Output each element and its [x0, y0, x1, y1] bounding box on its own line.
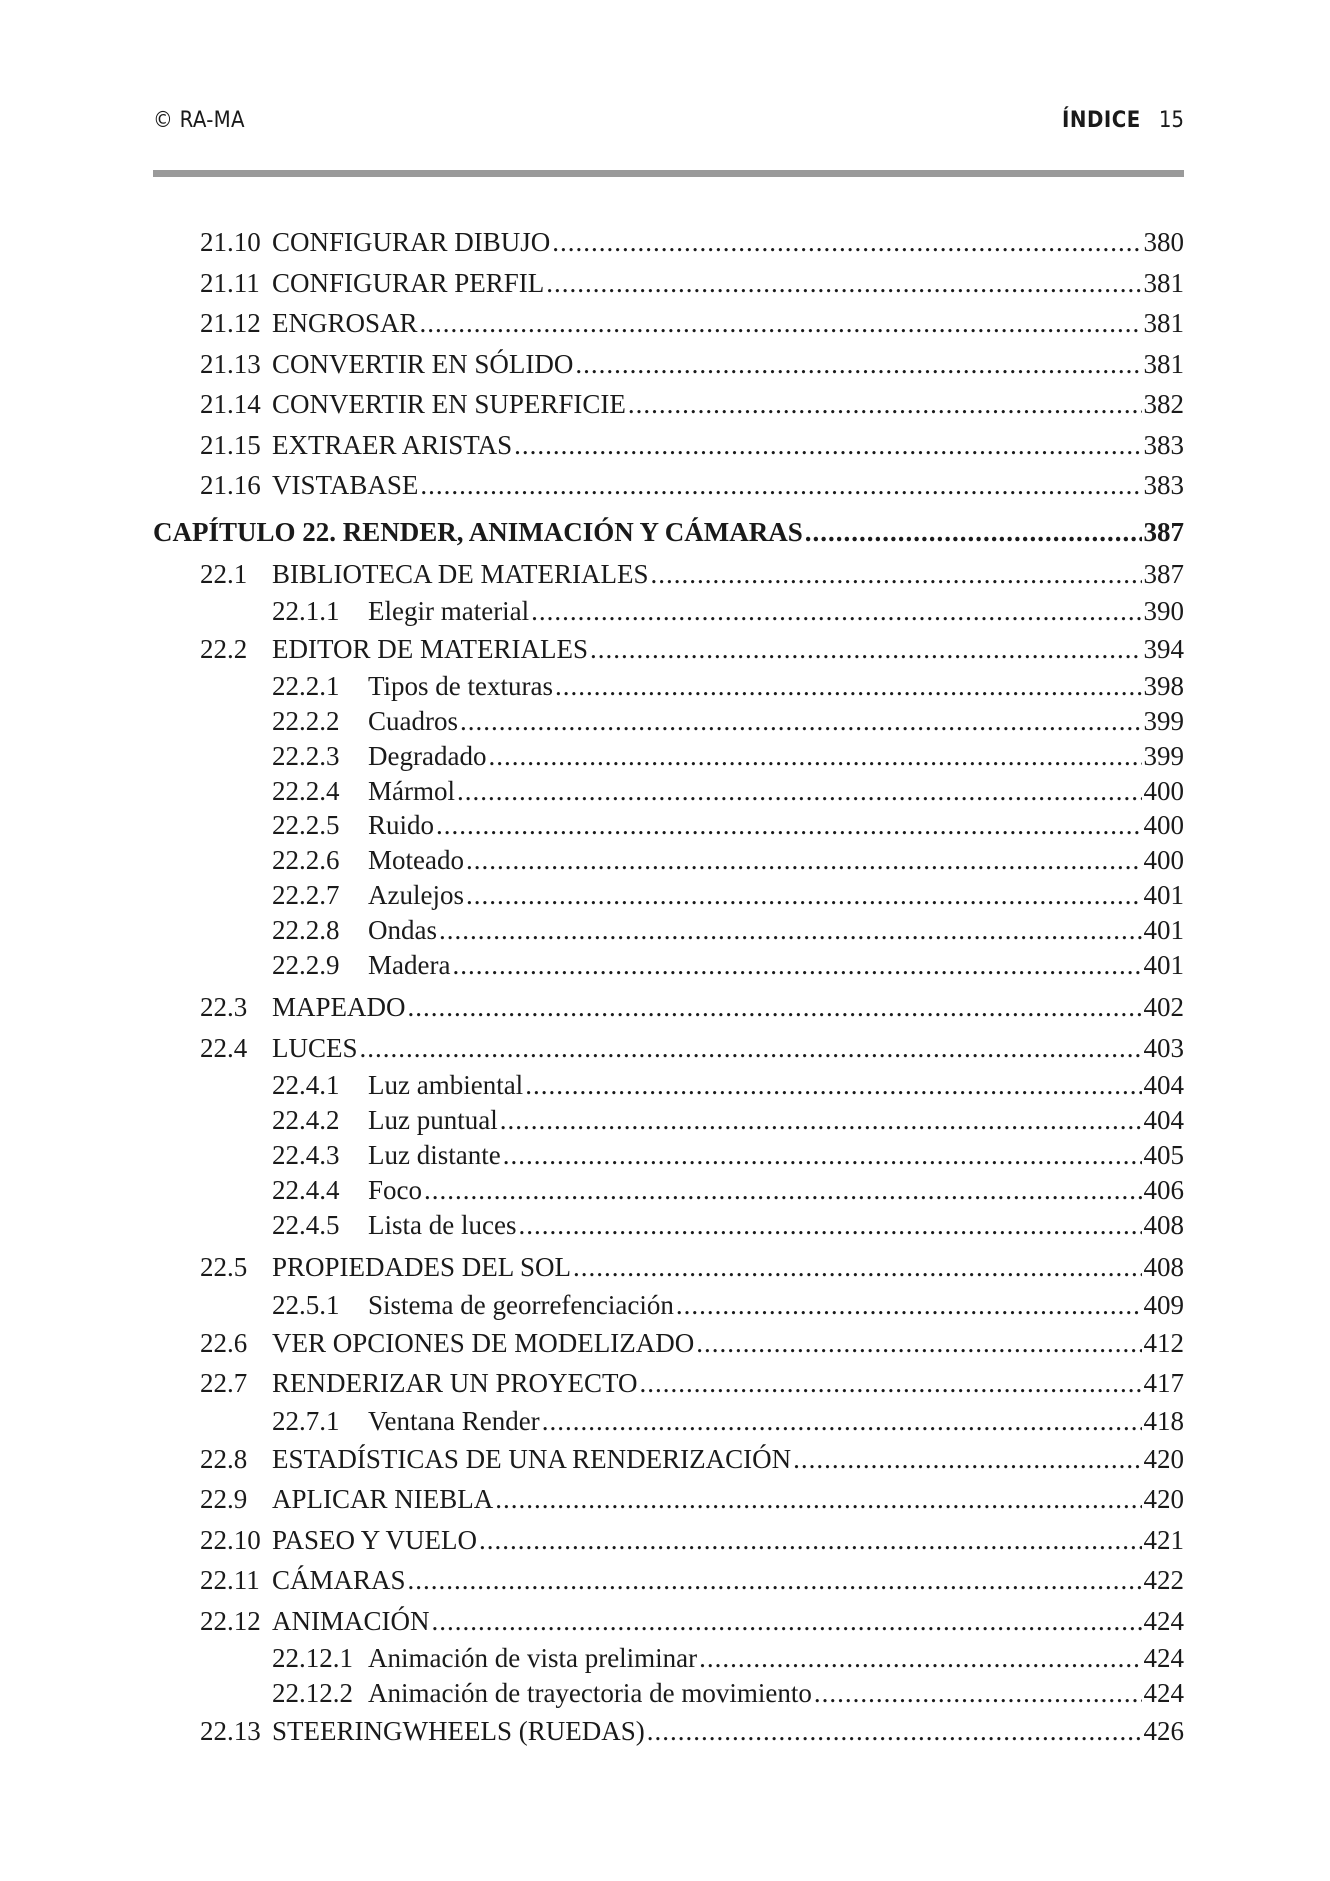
toc-subentry[interactable]: 22.12.1 Animación de vista preliminar ..... 424 — [153, 1641, 1184, 1676]
toc-entry[interactable]: 22.11 CÁMARAS ..... 422 — [153, 1560, 1184, 1601]
toc-subentry[interactable]: 22.4.5 Lista de luces ..... 408 — [153, 1208, 1184, 1243]
toc-entry[interactable]: 22.9 APLICAR NIEBLA ..... 420 — [153, 1479, 1184, 1520]
toc-entry[interactable]: 22.7 RENDERIZAR UN PROYECTO ..... 417 — [153, 1363, 1184, 1404]
toc-subentry[interactable]: 22.2.7 Azulejos ..... 401 — [153, 878, 1184, 913]
toc-subentry[interactable]: 22.4.4 Foco ..... 406 — [153, 1173, 1184, 1208]
toc-subentry[interactable]: 22.4.1 Luz ambiental ..... 404 — [153, 1068, 1184, 1103]
toc-subentry[interactable]: 22.7.1 Ventana Render ..... 418 — [153, 1404, 1184, 1439]
page-number: 15 — [1158, 108, 1184, 133]
toc-subentry[interactable]: 22.2.9 Madera ..... 401 — [153, 948, 1184, 983]
toc-chapter[interactable]: CAPÍTULO 22. RENDER, ANIMACIÓN Y CÁMARAS ..... 387 — [153, 510, 1184, 554]
toc-entry[interactable]: 22.3 MAPEADO ..... 402 — [153, 987, 1184, 1028]
toc-subentry[interactable]: 22.2.2 Cuadros ..... 399 — [153, 704, 1184, 739]
toc-subentry[interactable]: 22.2.4 Mármol ..... 400 — [153, 774, 1184, 809]
toc-entry[interactable]: 21.14 CONVERTIR EN SUPERFICIE ..... 382 — [153, 384, 1184, 425]
header-right — [1062, 108, 1184, 133]
toc-subentry[interactable]: 22.5.1 Sistema de georrefenciación ..... 409 — [153, 1288, 1184, 1323]
toc-subentry[interactable]: 22.4.3 Luz distante ..... 405 — [153, 1138, 1184, 1173]
toc-entry[interactable]: 22.8 ESTADÍSTICAS DE UNA RENDERIZACIÓN ..... 420 — [153, 1439, 1184, 1480]
toc-subentry[interactable]: 22.2.1 Tipos de texturas ..... 398 — [153, 669, 1184, 704]
toc-subentry[interactable]: 22.4.2 Luz puntual ..... 404 — [153, 1103, 1184, 1138]
header-rule — [153, 170, 1184, 177]
toc-subentry[interactable]: 22.2.3 Degradado ..... 399 — [153, 739, 1184, 774]
toc-subentry[interactable]: 22.2.6 Moteado ..... 400 — [153, 843, 1184, 878]
toc-subentry[interactable]: 22.12.2 Animación de trayectoria de movimiento ..... 424 — [153, 1676, 1184, 1711]
toc-entry[interactable]: 22.4 LUCES ..... 403 — [153, 1028, 1184, 1069]
running-header — [153, 108, 1184, 142]
toc-entry[interactable]: 21.16 VISTABASE ..... 383 — [153, 465, 1184, 506]
toc-entry[interactable]: 21.12 ENGROSAR ..... 381 — [153, 303, 1184, 344]
toc-subentry[interactable]: 22.2.8 Ondas ..... 401 — [153, 913, 1184, 948]
toc-entry[interactable]: 21.11 CONFIGURAR PERFIL ..... 381 — [153, 263, 1184, 304]
toc-entry[interactable]: 21.13 CONVERTIR EN SÓLIDO ..... 381 — [153, 344, 1184, 385]
toc-entry[interactable]: 22.6 VER OPCIONES DE MODELIZADO ..... 412 — [153, 1323, 1184, 1364]
toc-entry[interactable]: 21.15 EXTRAER ARISTAS ..... 383 — [153, 425, 1184, 466]
toc-entry[interactable]: 22.2 EDITOR DE MATERIALES ..... 394 — [153, 629, 1184, 670]
toc-subentry[interactable]: 22.2.5 Ruido ..... 400 — [153, 808, 1184, 843]
toc-entry[interactable]: 21.10 CONFIGURAR DIBUJO ..... 380 — [153, 222, 1184, 263]
toc-entry[interactable]: 22.10 PASEO Y VUELO ..... 421 — [153, 1520, 1184, 1561]
section-title: ÍNDICE — [1062, 108, 1141, 133]
toc-entry[interactable]: 22.5 PROPIEDADES DEL SOL ..... 408 — [153, 1247, 1184, 1288]
table-of-contents — [153, 222, 1184, 1751]
toc-entry[interactable]: 22.1 BIBLIOTECA DE MATERIALES ..... 387 — [153, 554, 1184, 595]
toc-entry[interactable]: 22.13 STEERINGWHEELS (RUEDAS) ..... 426 — [153, 1711, 1184, 1752]
toc-subentry[interactable]: 22.1.1 Elegir material ..... 390 — [153, 594, 1184, 629]
publisher-mark: © RA-MA — [153, 108, 245, 133]
toc-entry[interactable]: 22.12 ANIMACIÓN ..... 424 — [153, 1601, 1184, 1642]
